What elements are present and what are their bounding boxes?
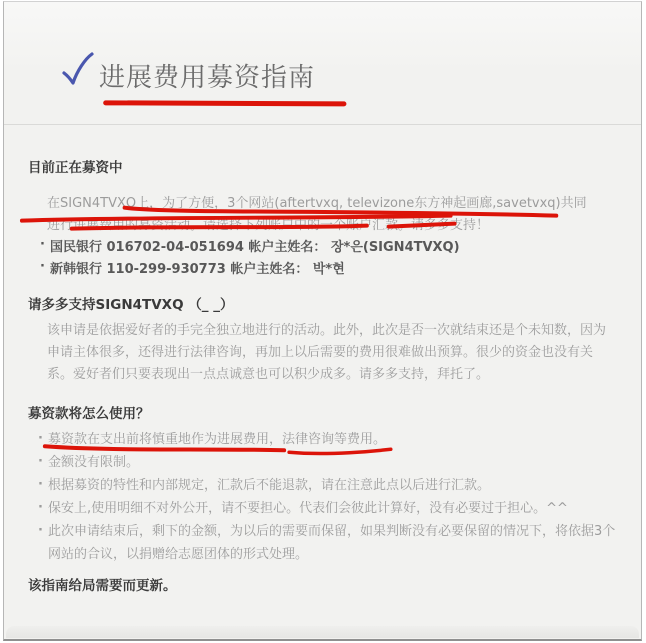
footer-note: 该指南给局需要而更新。	[28, 578, 177, 594]
usage-item	[38, 474, 620, 497]
usage-item-text: 金额没有限制。	[48, 455, 140, 470]
bullet-glyph: ·	[38, 431, 43, 446]
usage-item-text: 保安上,使用明细不对外公开，请不要担心。代表们会彼此计算好，没有必要过于担心。^^	[48, 501, 568, 516]
usage-item-text: 此次申请结束后，剩下的金额，为以后的需要而保留，如果判断没有必要保留的情况下，将依据3个网站的合议，以捐赠给志愿团体的形式处理。	[48, 524, 616, 562]
section-heading-support: 请多多支持SIGN4TVXQ （_ _）	[28, 297, 234, 313]
usage-list	[38, 428, 620, 566]
account-text: 新韩银行 110-299-930773 帐户主姓名： 박*현	[49, 262, 345, 277]
usage-item-text: 募资款在支出前将慎重地作为进展费用，法律咨询等费用。	[48, 432, 387, 447]
page-title: 进展费用募资指南	[99, 63, 316, 93]
bullet-glyph: ·	[38, 500, 43, 515]
usage-item	[38, 451, 620, 474]
usage-item-text: 根据募资的特性和内部规定，汇款后不能退款，请在注意此点以后进行汇款。	[48, 478, 491, 493]
paragraph-line-1: 在SIGN4TVXQ上，为了方便，3个网站(aftertvxq, televizone东方神起画廊,savetvxq)共同	[47, 196, 587, 211]
usage-item	[38, 520, 620, 566]
footer-bar	[6, 626, 639, 638]
bullet-glyph: ·	[40, 259, 45, 274]
red-underline-title	[106, 103, 344, 104]
account-text: 国民银行 016702-04-051694 帐户主姓名： 장*은(SIGN4TVXQ)	[49, 240, 460, 255]
bullet-glyph: ·	[38, 454, 43, 469]
bullet-glyph: ·	[38, 477, 43, 492]
usage-item	[38, 497, 620, 520]
paragraph-line-2: 进行进展费用的募资活动。请选择下列账户中的一个账户汇款。请多多支持！	[47, 218, 490, 233]
check-icon	[56, 50, 98, 92]
bullet-glyph: ·	[38, 523, 43, 538]
account-line-kookmin	[40, 236, 460, 255]
section-heading-current: 目前正在募资中	[28, 160, 123, 176]
guide-page	[3, 1, 642, 641]
account-line-shinhan	[40, 258, 345, 277]
header-divider	[4, 124, 641, 125]
usage-item	[38, 428, 620, 451]
support-paragraph: 该申请是依据爱好者的手完全独立地进行的活动。此外，此次是否一次就结束还是个未知数，因为申请主体很多，还得进行法律咨询，再加上以后需要的费用很难做出预算。很少的资金也没有关系。爱好者们只要表现出一点点诚意也可以积少成多。请多多支持，拜托了。	[47, 323, 607, 382]
bullet-glyph: ·	[40, 237, 45, 252]
section-heading-usage: 募资款将怎么使用？	[28, 406, 150, 422]
